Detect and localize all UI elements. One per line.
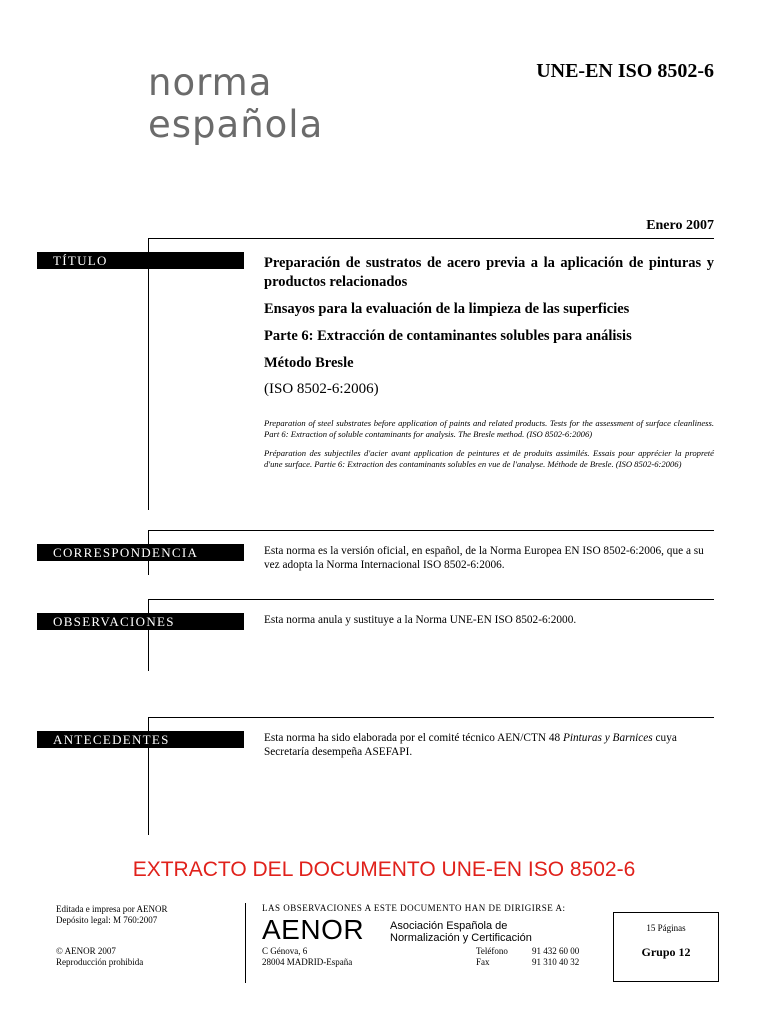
publication-date: Enero 2007 <box>646 218 714 233</box>
antecedentes-committee-name: Pinturas y Barnices <box>562 732 653 744</box>
title-block <box>264 254 714 478</box>
title-line-2: Ensayos para la evaluación de la limpieza de las superficies <box>264 301 630 317</box>
fax-value: 91 310 40 32 <box>532 957 580 967</box>
norma-line-1: norma <box>148 61 273 104</box>
tel-label: Teléfono <box>476 946 508 956</box>
label-titulo: TÍTULO <box>37 252 244 269</box>
address-line-1: C Génova, 6 <box>262 946 308 956</box>
antecedentes-text-before: Esta norma ha sido elaborada por el comité técnico AEN/CTN 48 <box>264 732 563 744</box>
extract-notice: EXTRACTO DEL DOCUMENTO UNE-EN ISO 8502-6 <box>132 858 636 881</box>
assoc-line-1: Asociación Española de <box>390 920 508 932</box>
aenor-logo: AENOR <box>262 914 365 945</box>
norma-espanola-title <box>148 62 323 146</box>
footer-reproduction: Reproducción prohibida <box>56 957 144 967</box>
fax-label: Fax <box>476 957 490 967</box>
antecedentes-text-after: cuya Secretaría desempeña ASEFAPI. <box>264 732 677 758</box>
footer-vline-left <box>245 903 246 983</box>
title-line-4: Método Bresle <box>264 355 354 371</box>
vline-titulo <box>148 238 149 510</box>
correspondencia-text: Esta norma es la versión oficial, en español, de la Norma Europea EN ISO 8502-6:2006, que a su vez adopta la Norma Internacional ISO 8502-6:2006. <box>264 545 704 571</box>
footer-copyright: © AENOR 2007 <box>56 946 116 956</box>
footer-deposit: Depósito legal: M 760:2007 <box>56 915 158 925</box>
observaciones-text: Esta norma anula y sustituye a la Norma UNE-EN ISO 8502-6:2000. <box>264 614 577 626</box>
title-french: Préparation des subjectiles d'acier avant application de peintures et de produits assimilés. Essais pour apprécier la propreté d'une surface. Partie 6: Extraction des contaminants solubles en vue de l'analyse. Méthode de Bresle. (ISO 8502-6:2006) <box>264 448 714 469</box>
aenor-association <box>390 920 532 944</box>
footer-observations-heading: LAS OBSERVACIONES A ESTE DOCUMENTO HAN DE DIRIGIRSE A: <box>262 903 566 913</box>
label-antecedentes: ANTECEDENTES <box>37 731 244 748</box>
page-count: 15 Páginas <box>646 923 686 933</box>
divider-antecedentes <box>148 717 714 718</box>
address-line-2: 28004 MADRID-España <box>262 957 353 967</box>
divider-observaciones <box>148 599 714 600</box>
tel-value: 91 432 60 00 <box>532 946 580 956</box>
footer-edition <box>56 904 167 926</box>
label-observaciones: OBSERVACIONES <box>37 613 244 630</box>
title-line-1: Preparación de sustratos de acero previa a la aplicación de pinturas y productos relacionados <box>264 255 714 290</box>
norma-line-2: española <box>148 103 324 146</box>
antecedentes-text <box>264 731 716 759</box>
footer-copyright-block <box>56 946 143 968</box>
label-correspondencia: CORRESPONDENCIA <box>37 544 244 561</box>
title-line-3: Parte 6: Extracción de contaminantes solubles para análisis <box>264 328 632 344</box>
divider-top <box>148 238 714 239</box>
title-english: Preparation of steel substrates before application of paints and related products. Tests for the assessment of surface cleanliness. Part 6: Extraction of soluble contaminants for analysis. The Bresle method. (ISO 8502-6:2006) <box>264 418 714 439</box>
price-group: Grupo 12 <box>641 945 691 959</box>
vline-observaciones <box>148 599 149 671</box>
divider-correspondencia <box>148 530 714 531</box>
footer-edited: Editada e impresa por AENOR <box>56 904 168 914</box>
title-iso-ref: (ISO 8502-6:2006) <box>264 381 379 397</box>
footer-contact <box>476 946 579 968</box>
standard-code: UNE-EN ISO 8502-6 <box>536 60 714 82</box>
assoc-line-2: Normalización y Certificación <box>390 932 532 944</box>
footer-address <box>262 946 352 968</box>
